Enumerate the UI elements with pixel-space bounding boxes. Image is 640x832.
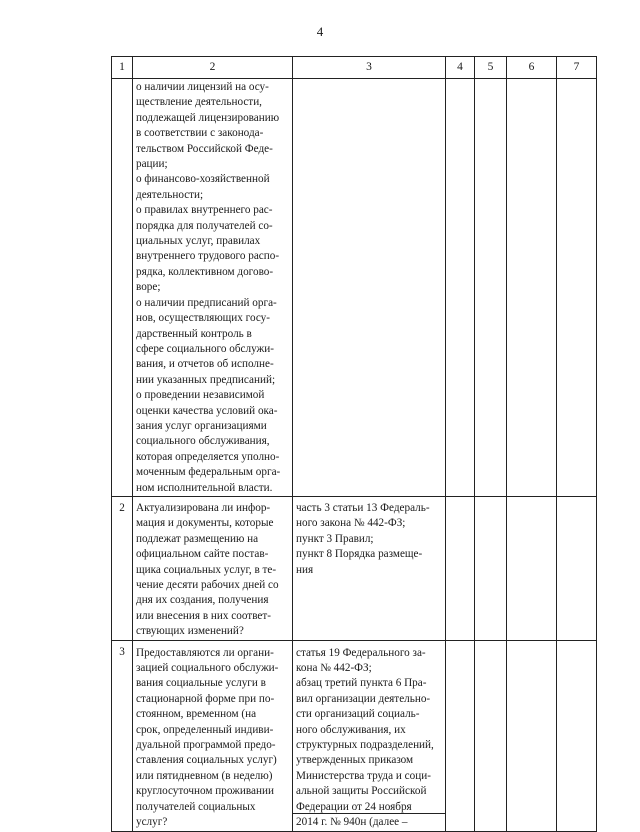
row-number <box>112 79 133 497</box>
empty-cell <box>446 79 475 497</box>
empty-cell <box>557 640 597 831</box>
page-number: 4 <box>316 24 324 39</box>
row-number: 2 <box>112 496 133 640</box>
table-row <box>112 640 597 831</box>
question-cell: Актуализирована ли инфор- мация и документы, которые подлежат размещению на официальном сайте постав- щика социальных услуг, в те- чение десяти рабочих дней со дня их создания, получения или внесения в них соответ- ствующих изменений? <box>133 496 293 640</box>
table-row <box>112 79 597 497</box>
checklist-table <box>111 56 597 832</box>
reference-text: статья 19 Федерального за- кона № 442-ФЗ; абзац третий пункта 6 Пра- вил организации деятельно- сти организаций социаль- ного обслуживания, их структурных подразделений, утвержденных приказом Министерства труда и соци- альной защиты Российской Федерации от 24 ноября 2014 г. № 940н (далее – <box>293 646 445 814</box>
column-header: 3 <box>293 57 446 79</box>
empty-cell <box>507 496 557 640</box>
empty-cell <box>446 496 475 640</box>
row-number: 3 <box>112 640 133 831</box>
question-cell: о наличии лицензий на осу- ществление деятельности, подлежащей лицензированию в соответствии с законода- тельством Российской Феде- рации; о финансово-хозяйственной деятельности; о правилах внутреннего рас- порядка для получателей со- циальных услуг, правилах внутреннего трудового распо- рядка, коллективном догово- воре; о наличии предписаний орга- нов, осуществляющих госу- дарственный контроль в сфере социального обслужи- вания, и отчетов об исполне- нии указанных предписаний; о проведении независимой оценки качества условий ока- зания услуг организациями социального обслуживания, которая определяется уполно- моченным федеральным орга- ном исполнительной власти. <box>133 79 293 497</box>
question-cell: Предоставляются ли органи- зацией социального обслужи- вания социальные услуги в стационарной форме при по- стоянном, временном (на срок, определенный индиви- дуальной программой предо- ставления социальных услуг) или пятидневном (в неделю) круглосуточном проживании получателей социальных услуг? <box>133 640 293 831</box>
empty-cell <box>446 640 475 831</box>
empty-cell <box>475 640 507 831</box>
empty-cell <box>557 496 597 640</box>
empty-cell <box>507 79 557 497</box>
reference-cell <box>293 640 446 831</box>
empty-cell <box>557 79 597 497</box>
empty-cell <box>475 79 507 497</box>
reference-cell <box>293 79 446 497</box>
table-row <box>112 496 597 640</box>
empty-cell <box>507 640 557 831</box>
column-header: 5 <box>475 57 507 79</box>
column-header: 7 <box>557 57 597 79</box>
empty-cell <box>475 496 507 640</box>
column-header: 2 <box>133 57 293 79</box>
column-header: 6 <box>507 57 557 79</box>
column-header: 4 <box>446 57 475 79</box>
column-header: 1 <box>112 57 133 79</box>
table-header-row <box>112 57 597 79</box>
reference-cell: часть 3 статьи 13 Федераль- ного закона № 442-ФЗ; пункт 3 Правил; пункт 8 Порядка размеще- ния <box>293 496 446 640</box>
